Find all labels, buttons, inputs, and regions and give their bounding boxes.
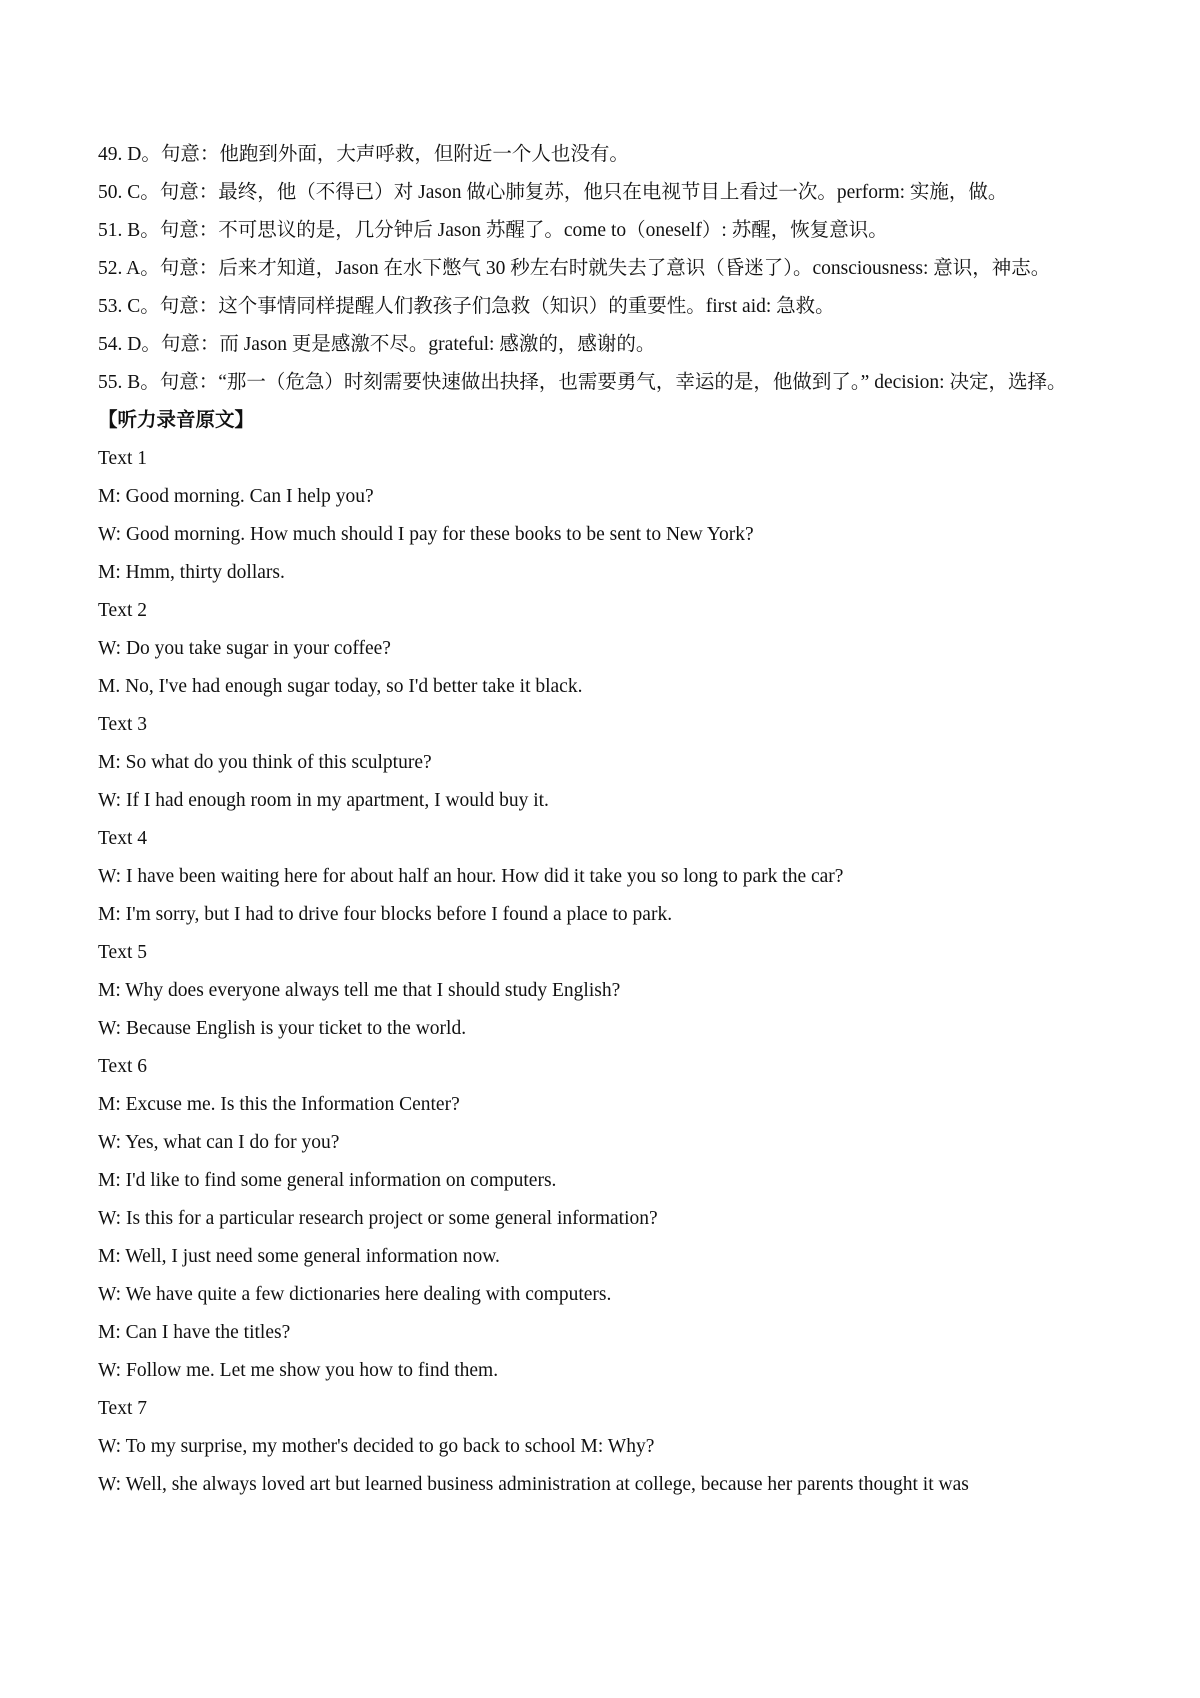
text-3-label: Text 3 [98, 714, 147, 735]
dialogue-line: M: Well, I just need some general information now. [98, 1246, 500, 1267]
text-7-label: Text 7 [98, 1398, 147, 1419]
text-5-label: Text 5 [98, 942, 147, 963]
dialogue-line: W: Do you take sugar in your coffee? [98, 638, 391, 659]
dialogue-line: W: Because English is your ticket to the world. [98, 1018, 467, 1039]
dialogue-line: M: So what do you think of this sculpture? [98, 752, 432, 773]
dialogue-line: M: Excuse me. Is this the Information Center? [98, 1094, 460, 1115]
dialogue-line: M: Good morning. Can I help you? [98, 486, 374, 507]
answer-49: 49. D。句意：他跑到外面，大声呼救，但附近一个人也没有。 [98, 144, 629, 165]
section-heading: 【听力录音原文】 [98, 410, 255, 431]
answer-51: 51. B。句意：不可思议的是，几分钟后 Jason 苏醒了。come to（oneself）: 苏醒，恢复意识。 [98, 220, 888, 241]
answer-52: 52. A。句意：后来才知道，Jason 在水下憋气 30 秒左右时就失去了意识（昏迷了）。consciousness: 意识，神志。 [98, 258, 1051, 279]
dialogue-line: M: I'm sorry, but I had to drive four blocks before I found a place to park. [98, 904, 673, 925]
answer-50: 50. C。句意：最终，他（不得已）对 Jason 做心肺复苏，他只在电视节目上看过一次。perform: 实施，做。 [98, 182, 1008, 203]
dialogue-line: W: We have quite a few dictionaries here dealing with computers. [98, 1284, 612, 1305]
answer-53: 53. C。句意：这个事情同样提醒人们教孩子们急救（知识）的重要性。first aid: 急救。 [98, 296, 835, 317]
dialogue-line: W: Yes, what can I do for you? [98, 1132, 340, 1153]
dialogue-line: M: I'd like to find some general information on computers. [98, 1170, 557, 1191]
dialogue-line: W: To my surprise, my mother's decided to go back to school M: Why? [98, 1436, 655, 1457]
answer-55: 55. B。句意：“那一（危急）时刻需要快速做出抉择，也需要勇气，幸运的是，他做到了。” decision: 决定，选择。 [98, 372, 1067, 393]
dialogue-line: W: Is this for a particular research project or some general information? [98, 1208, 658, 1229]
dialogue-line: M. No, I've had enough sugar today, so I'd better take it black. [98, 676, 583, 697]
dialogue-line: W: Good morning. How much should I pay for these books to be sent to New York? [98, 524, 754, 545]
answer-54: 54. D。句意：而 Jason 更是感激不尽。grateful: 感激的，感谢的。 [98, 334, 656, 355]
text-6-label: Text 6 [98, 1056, 147, 1077]
dialogue-line: M: Why does everyone always tell me that I should study English? [98, 980, 621, 1001]
text-1-label: Text 1 [98, 448, 147, 469]
dialogue-line: W: Well, she always loved art but learned business administration at college, because her parents thought it was [98, 1474, 969, 1495]
text-4-label: Text 4 [98, 828, 147, 849]
dialogue-line: W: Follow me. Let me show you how to find them. [98, 1360, 499, 1381]
document-body [98, 136, 1110, 1504]
dialogue-line: M: Can I have the titles? [98, 1322, 291, 1343]
dialogue-line: W: I have been waiting here for about half an hour. How did it take you so long to park the car? [98, 866, 844, 887]
dialogue-line: W: If I had enough room in my apartment, I would buy it. [98, 790, 549, 811]
dialogue-line: M: Hmm, thirty dollars. [98, 562, 285, 583]
text-2-label: Text 2 [98, 600, 147, 621]
